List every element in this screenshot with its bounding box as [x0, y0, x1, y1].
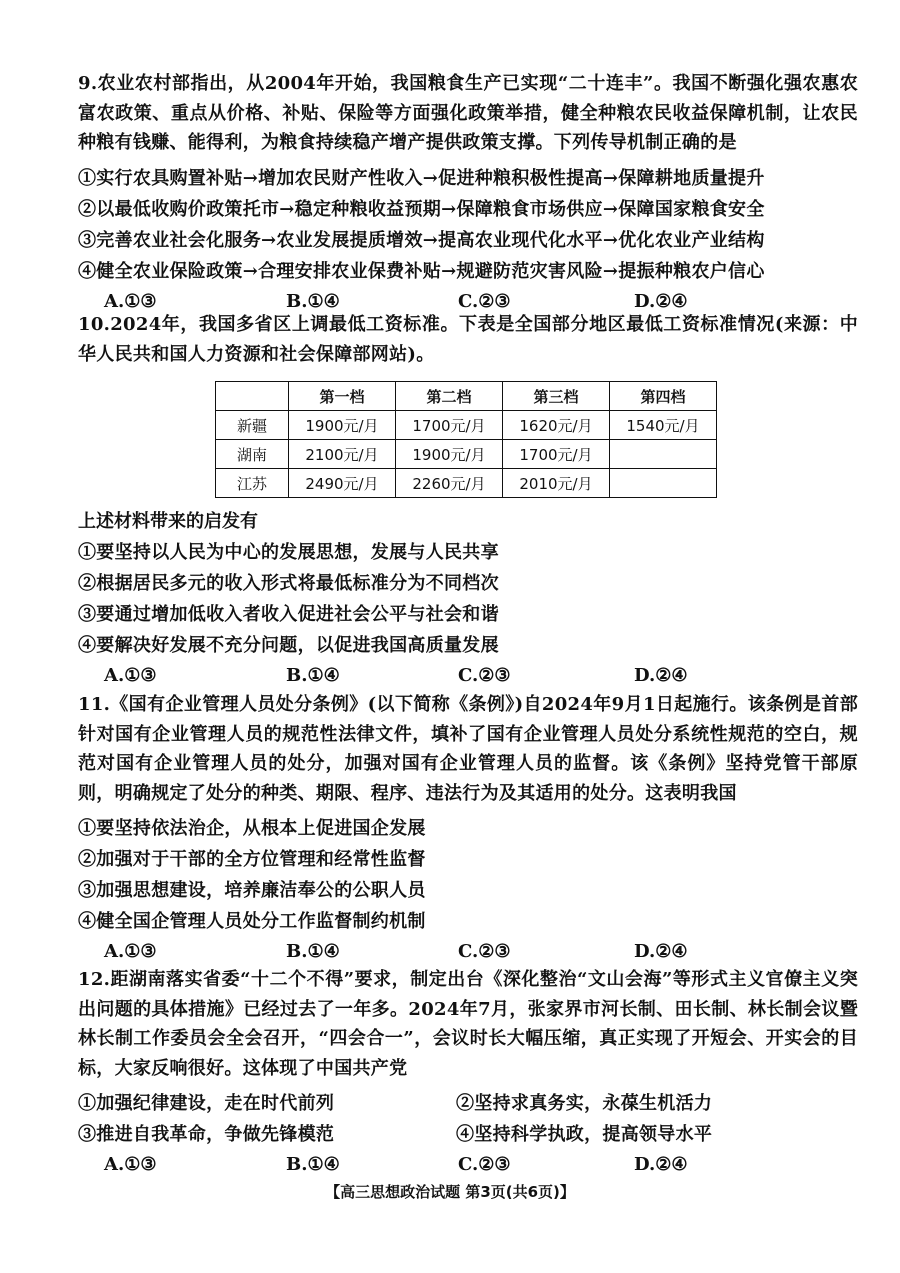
- answer-choice-c[interactable]: C.②③: [458, 665, 511, 686]
- option-item: ①实行农具购置补贴→增加农民财产性收入→促进种粮积极性提高→保障耕地质量提升: [78, 167, 765, 189]
- answer-choice-d[interactable]: D.②④: [634, 1154, 688, 1175]
- question-12-stem: 12.距湖南落实省委“十二个不得”要求，制定出台《深化整治“文山会海”等形式主义官僚主义突出问题的具体措施》已经过去了一年多。2024年7月，张家界市河长制、田长制、林长制会议暨林长制工作委员会全会召开，“四会合一”，会议时长大幅压缩，真正实现了开短会、开实会的目标，大家反响很好。这体现了中国共产党: [78, 969, 858, 1079]
- question-10-answers: [78, 661, 858, 691]
- table-cell: 1620元/月: [503, 411, 610, 440]
- option-item: ①加强纪律建设，走在时代前列: [78, 1093, 335, 1114]
- option-item: ③加强思想建设，培养廉洁奉公的公职人员: [78, 880, 426, 901]
- question-12-options: [78, 1088, 858, 1150]
- question-9: [78, 69, 858, 317]
- answer-choice-b[interactable]: B.①④: [286, 1154, 340, 1175]
- option-item: ③完善农业社会化服务→农业发展提质增效→提高农业现代化水平→优化农业产业结构: [78, 229, 765, 251]
- table-cell: 1540元/月: [610, 411, 717, 440]
- question-9-options: [78, 163, 858, 287]
- table-cell: 2490元/月: [289, 469, 396, 498]
- option-item: ④健全国企管理人员处分工作监督制约机制: [78, 911, 426, 932]
- answer-choice-d[interactable]: D.②④: [634, 290, 688, 312]
- table-cell: 2100元/月: [289, 440, 396, 469]
- table-header-cell: 第四档: [610, 382, 717, 411]
- minimum-wage-table: [215, 381, 717, 498]
- question-11: [78, 690, 858, 967]
- option-item: ④要解决好发展不充分问题，以促进我国高质量发展: [78, 635, 499, 656]
- question-11-stem: 11.《国有企业管理人员处分条例》(以下简称《条例》)自2024年9月1日起施行。该条例是首部针对国有企业管理人员的规范性法律文件，填补了国有企业管理人员处分系统性规范的空白，规范对国有企业管理人员的处分，加强对国有企业管理人员的监督。该《条例》坚持党管干部原则，明确规定了处分的种类、期限、程序、违法行为及其适用的处分。这表明我国: [78, 694, 858, 804]
- option-item: ②坚持求真务实，永葆生机活力: [456, 1093, 713, 1114]
- option-item: ②以最低收购价政策托市→稳定种粮收益预期→保障粮食市场供应→保障国家粮食安全: [78, 198, 765, 220]
- answer-choice-c[interactable]: C.②③: [458, 941, 511, 962]
- table-cell: 新疆: [216, 411, 289, 440]
- question-9-stem: 9.农业农村部指出，从2004年开始，我国粮食生产已实现“二十连丰”。我国不断强化强农惠农富农政策、重点从价格、补贴、保险等方面强化政策举措，健全种粮农民收益保障机制，让农民种粮有钱赚、能得利，为粮食持续稳产增产提供政策支撑。下列传导机制正确的是: [78, 73, 858, 153]
- table-cell: 1700元/月: [503, 440, 610, 469]
- answer-choice-d[interactable]: D.②④: [634, 941, 688, 962]
- answer-choice-b[interactable]: B.①④: [286, 290, 340, 312]
- question-11-options: [78, 813, 858, 937]
- table-header-cell: 第三档: [503, 382, 610, 411]
- question-11-answers: [78, 937, 858, 967]
- answer-choice-b[interactable]: B.①④: [286, 941, 340, 962]
- table-row: [216, 440, 717, 469]
- option-item: ②加强对于干部的全方位管理和经常性监督: [78, 849, 426, 870]
- option-item: ④坚持科学执政，提高领导水平: [456, 1124, 713, 1145]
- option-item: ④健全农业保险政策→合理安排农业保费补贴→规避防范灾害风险→提振种粮农户信心: [78, 260, 765, 282]
- question-10-stem: 10.2024年，我国多省区上调最低工资标准。下表是全国部分地区最低工资标准情况(来源：中华人民共和国人力资源和社会保障部网站)。: [78, 314, 858, 365]
- table-header-row: [216, 382, 717, 411]
- question-10: [78, 310, 858, 691]
- table-cell: 2260元/月: [396, 469, 503, 498]
- answer-choice-a[interactable]: A.①③: [104, 665, 157, 686]
- table-cell: 1700元/月: [396, 411, 503, 440]
- table-cell: [610, 440, 717, 469]
- answer-choice-a[interactable]: A.①③: [104, 941, 157, 962]
- question-10-prompt: 上述材料带来的启发有: [78, 511, 258, 532]
- table-cell: 江苏: [216, 469, 289, 498]
- answer-choice-a[interactable]: A.①③: [104, 1154, 157, 1175]
- table-header-cell: 第一档: [289, 382, 396, 411]
- question-10-options: [78, 537, 858, 661]
- table-cell: 1900元/月: [396, 440, 503, 469]
- table-row: [216, 469, 717, 498]
- option-item: ①要坚持依法治企，从根本上促进国企发展: [78, 818, 426, 839]
- question-12-answers: [78, 1150, 858, 1180]
- option-item: ②根据居民多元的收入形式将最低标准分为不同档次: [78, 573, 499, 594]
- answer-choice-c[interactable]: C.②③: [458, 290, 511, 312]
- answer-choice-a[interactable]: A.①③: [104, 290, 157, 312]
- table-cell: 1900元/月: [289, 411, 396, 440]
- option-item: ③推进自我革命，争做先锋模范: [78, 1124, 335, 1145]
- option-item: ③要通过增加低收入者收入促进社会公平与社会和谐: [78, 604, 499, 625]
- answer-choice-d[interactable]: D.②④: [634, 665, 688, 686]
- table-cell: 2010元/月: [503, 469, 610, 498]
- option-item: ①要坚持以人民为中心的发展思想，发展与人民共享: [78, 542, 499, 563]
- table-row: [216, 411, 717, 440]
- table-header-cell: 第二档: [396, 382, 503, 411]
- page-footer: 【高三思想政治试题 第3页(共6页)】: [325, 1183, 575, 1201]
- table-cell: 湖南: [216, 440, 289, 469]
- answer-choice-c[interactable]: C.②③: [458, 1154, 511, 1175]
- question-12: [78, 965, 858, 1180]
- answer-choice-b[interactable]: B.①④: [286, 665, 340, 686]
- table-cell: [610, 469, 717, 498]
- table-header-cell: [216, 382, 289, 411]
